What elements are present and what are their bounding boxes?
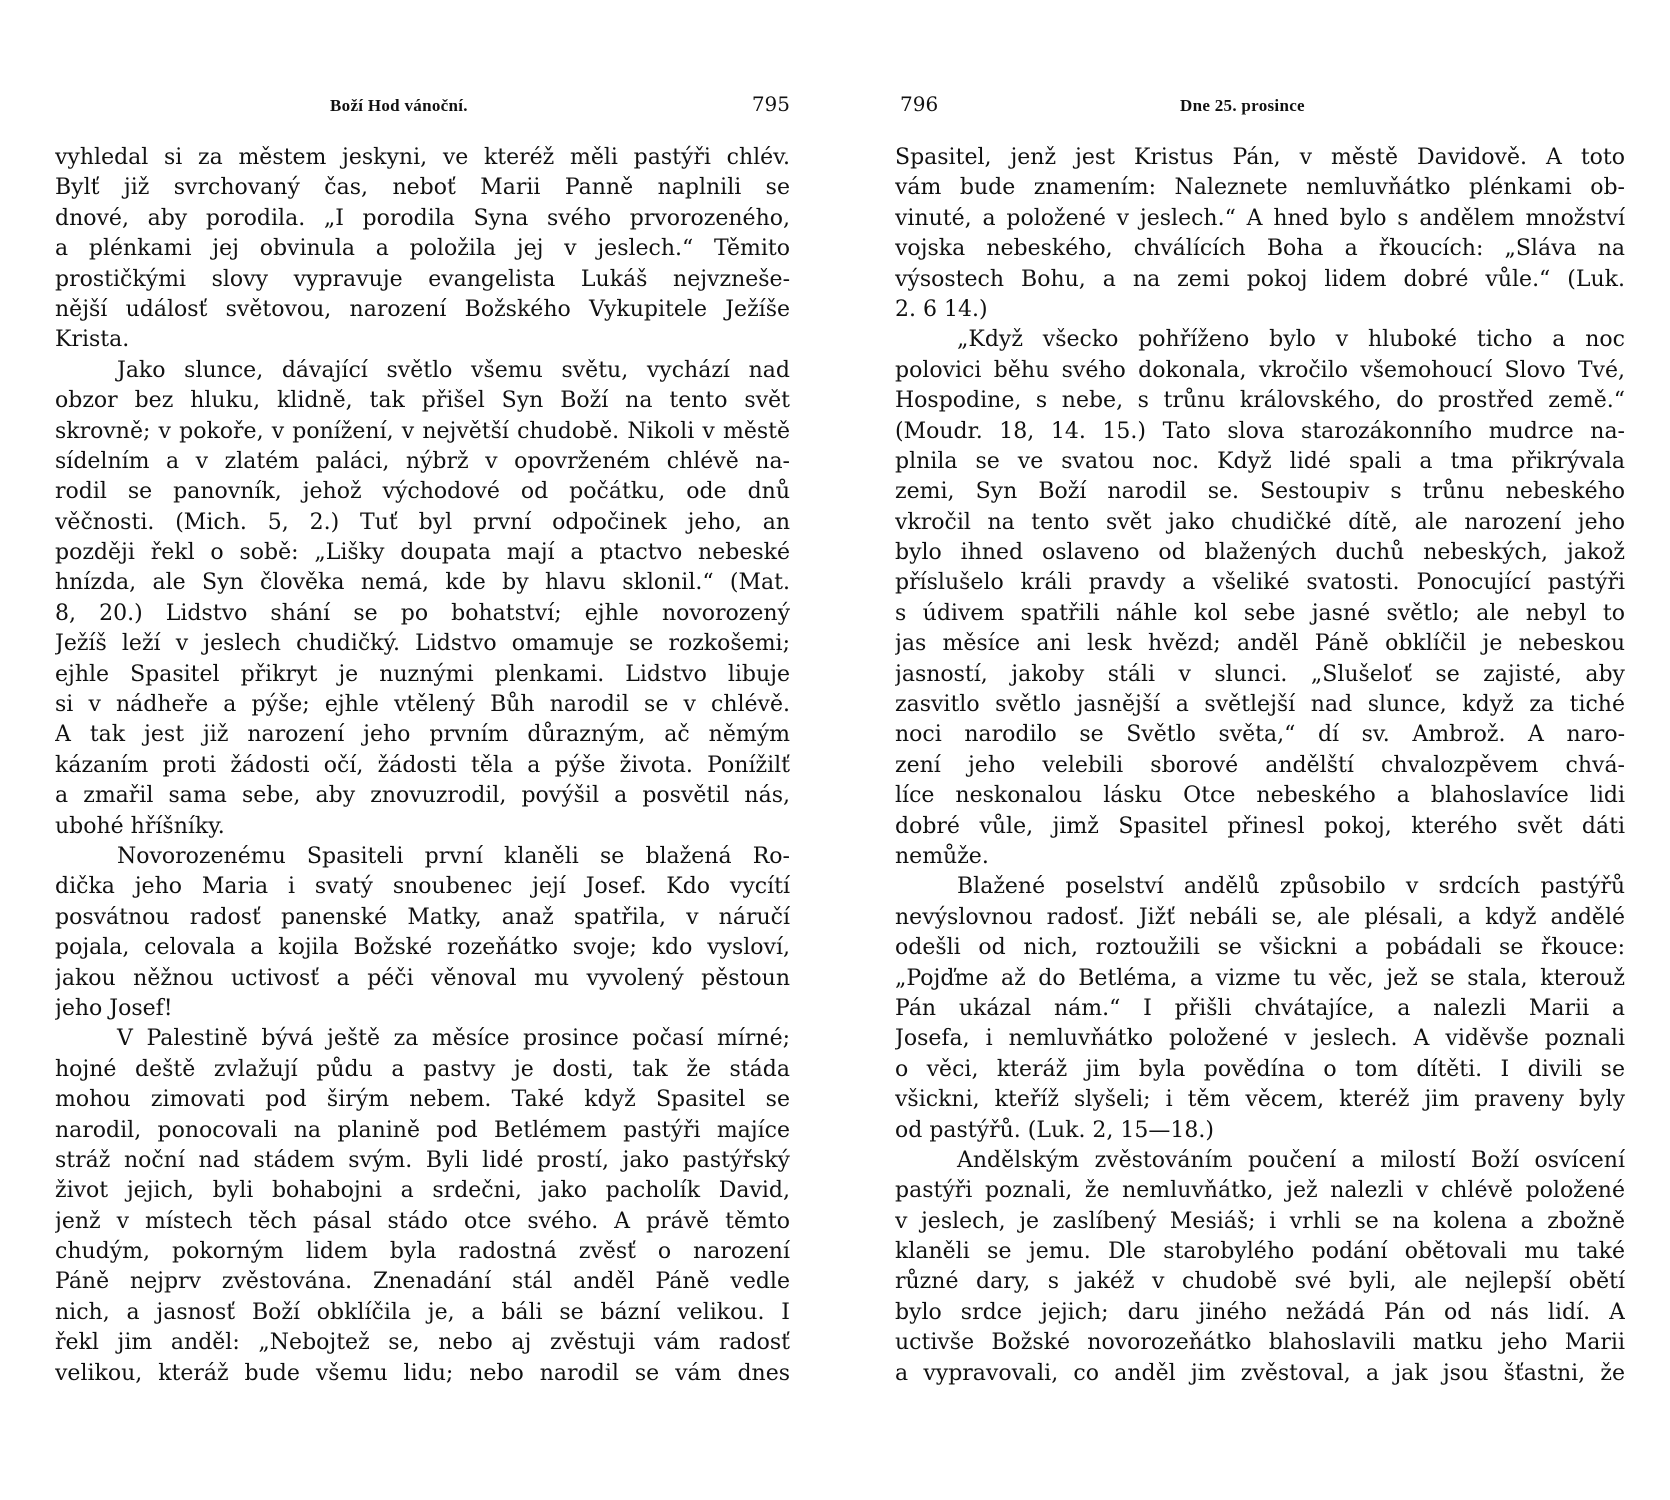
text-line: a plénkami jej obvinula a položila jej v jeslech.“ Těmito: [55, 236, 790, 262]
text-line: Bylť již svrchovaný čas, neboť Marii Panně naplnili se: [55, 175, 790, 201]
text-line: zení jeho velebili sborové andělští chvalozpěvem chvá-: [895, 752, 1625, 778]
text-line: věčnosti. (Mich. 5, 2.) Tuť byl první odpočinek jeho, an: [55, 509, 790, 535]
text-line: kázaním proti žádosti očí, žádosti těla a pýše života. Ponížilť: [55, 752, 790, 778]
text-line: jakou něžnou uctivosť a péči věnoval mu vyvolený pěstoun: [55, 965, 790, 991]
text-line: jas měsíce ani lesk hvězd; anděl Páně obklíčil je nebeskou: [895, 631, 1625, 657]
text-line: stráž noční nad stádem svým. Byli lidé prostí, jako pastýřský: [55, 1147, 790, 1173]
text-line: dnové, aby porodila. „I porodila Syna svého prvorozeného,: [55, 205, 790, 231]
text-line: a zmařil sama sebe, aby znovuzrodil, povýšil a posvětil nás,: [55, 783, 790, 809]
text-line: hojné deště zvlažují půdu a pastvy je dosti, tak že stáda: [55, 1056, 790, 1082]
right-page-number: 796: [900, 92, 939, 116]
text-line: řekl jim anděl: „Nebojtež se, nebo aj zvěstuji vám radosť: [55, 1330, 790, 1356]
text-line: si v nádheře a pýše; ejhle vtělený Bůh narodil se v chlévě.: [55, 692, 790, 718]
text-line: o věci, kteráž jim byla povědína o tom dítěti. I divili se: [895, 1056, 1625, 1082]
text-line: Josefa, i nemluvňátko položené v jeslech. A viděvše poznali: [895, 1026, 1625, 1052]
text-line: jasností, jakoby stáli v slunci. „Slušeloť se zajisté, aby: [895, 661, 1625, 687]
text-line: klaněli se jemu. Dle starobylého podání obětovali mu také: [895, 1239, 1625, 1265]
text-line: nemůže.: [895, 843, 989, 869]
text-line: dička jeho Maria i svatý snoubenec její Josef. Kdo vycítí: [55, 874, 790, 900]
text-line: A tak jest již narození jeho prvním důrazným, ač němým: [55, 722, 790, 748]
text-line: noci narodilo se Světlo světa,“ dí sv. Ambrož. A naro-: [895, 722, 1625, 748]
text-line: nich, a jasnosť Boží obklíčila je, a báli se bázní velikou. I: [55, 1299, 790, 1325]
text-line: plnila se ve svatou noc. Když lidé spali a tma přikrývala: [895, 448, 1625, 474]
left-running-title: Boží Hod vánoční.: [330, 96, 468, 115]
text-line: později řekl o sobě: „Lišky doupata mají a ptactvo nebeské: [55, 540, 790, 566]
text-line: ubohé hříšníky.: [55, 813, 225, 839]
text-line: Andělským zvěstováním poučení a milostí Boží osvícení: [957, 1147, 1625, 1173]
right-page: [895, 0, 1625, 1500]
text-line: uctivše Božské novorozeňátko blahoslavili matku jeho Marii: [895, 1330, 1625, 1356]
text-line: skrovně; v pokoře, v ponížení, v největší chudobě. Nikoli v městě: [55, 418, 790, 444]
text-line: hnízda, ale Syn člověka nemá, kde by hlavu sklonil.“ (Mat.: [55, 570, 790, 596]
text-line: s údivem spatřili náhle kol sebe jasné světlo; ale nebyl to: [895, 600, 1625, 626]
text-line: od pastýřů. (Luk. 2, 15—18.): [895, 1117, 1214, 1143]
text-line: „Když všecko pohříženo bylo v hluboké ticho a noc: [957, 327, 1625, 353]
text-line: vkročil na tento svět jako chudičké dítě, ale narození jeho: [895, 509, 1625, 535]
text-line: všickni, kteříž slyšeli; i těm věcem, kteréž jim praveny byly: [895, 1087, 1625, 1113]
text-line: a vypravovali, co anděl jim zvěstoval, a jak jsou šťastni, že: [895, 1360, 1625, 1386]
text-line: Krista.: [55, 327, 130, 353]
text-line: život jejich, byli bohabojni a srdečni, jako pacholík David,: [55, 1178, 790, 1204]
text-line: velikou, kteráž bude všemu lidu; nebo narodil se vám dnes: [55, 1360, 790, 1386]
text-line: Spasitel, jenž jest Kristus Pán, v městě Davidově. A toto: [895, 145, 1625, 170]
text-line: Pán ukázal nám.“ I přišli chvátajíce, a nalezli Marii a: [895, 995, 1625, 1021]
text-line: 2. 6 14.): [895, 296, 988, 322]
left-running-head: [55, 92, 790, 122]
text-line: Jako slunce, dávající světlo všemu světu, vychází nad: [117, 357, 790, 383]
text-line: jeho Josef!: [55, 995, 173, 1021]
left-body-text: [55, 143, 790, 1389]
text-line: Hospodine, s nebe, s trůnu královského, do prostřed země.“: [895, 388, 1625, 414]
text-line: nevýslovnou radosť. Jižť nebáli se, ale plésali, a když andělé: [895, 904, 1625, 930]
right-running-head: [895, 92, 1625, 122]
text-line: zasvitlo světlo jasnější a světlejší nad slunce, když za tiché: [895, 692, 1625, 718]
text-line: (Moudr. 18, 14. 15.) Tato slova starozákonního mudrce na-: [895, 418, 1625, 444]
text-line: líce neskonalou lásku Otce nebeského a blahoslavíce lidi: [895, 783, 1625, 809]
text-line: V Palestině bývá ještě za měsíce prosince počasí mírné;: [117, 1026, 790, 1052]
text-line: vinuté, a položené v jeslech.“ A hned bylo s andělem množství: [895, 205, 1625, 231]
text-line: odešli od nich, roztoužili se všickni a pobádali se řkouce:: [895, 935, 1625, 961]
text-line: sídelním a v zlatém paláci, nýbrž v opovrženém chlévě na-: [55, 448, 790, 474]
left-page: [55, 0, 790, 1500]
text-line: „Pojďme až do Betléma, a vizme tu věc, jež se stala, kterouž: [895, 965, 1625, 991]
text-line: výsostech Bohu, a na zemi pokoj lidem dobré vůle.“ (Luk.: [895, 266, 1625, 292]
text-line: vojska nebeského, chválících Boha a řkoucích: „Sláva na: [895, 236, 1625, 262]
right-running-title: Dne 25. prosince: [1180, 96, 1305, 115]
text-line: polovici běhu svého dokonala, vkročilo všemohoucí Slovo Tvé,: [895, 357, 1625, 383]
text-line: Ježíš leží v jeslech chudičký. Lidstvo omamuje se rozkošemi;: [55, 631, 790, 657]
text-line: nější událosť světovou, narození Božského Vykupitele Ježíše: [55, 296, 790, 322]
text-line: zemi, Syn Boží narodil se. Sestoupiv s trůnu nebeského: [895, 479, 1625, 505]
text-line: pastýři poznali, že nemluvňátko, jež nalezli v chlévě položené: [895, 1178, 1625, 1204]
text-line: chudým, pokorným lidem byla radostná zvěsť o narození: [55, 1239, 790, 1265]
text-line: příslušelo králi pravdy a všeliké svatosti. Ponocující pastýři: [895, 570, 1625, 596]
text-line: pojala, celovala a kojila Božské rozeňátko svoje; kdo vysloví,: [55, 935, 790, 961]
left-page-number: 795: [751, 92, 790, 116]
text-line: 8, 20.) Lidstvo shání se po bohatství; ejhle novorozený: [55, 600, 790, 626]
text-line: ejhle Spasitel přikryt je nuznými plenkami. Lidstvo libuje: [55, 661, 790, 687]
text-line: obzor bez hluku, klidně, tak přišel Syn Boží na tento svět: [55, 388, 790, 414]
text-line: různé dary, s jakéž v chudobě své byli, ale nejlepší obětí: [895, 1269, 1625, 1295]
text-line: prostičkými slovy vypravuje evangelista Lukáš nejvzneše-: [55, 266, 790, 292]
text-line: Novorozenému Spasiteli první klaněli se blažená Ro-: [117, 843, 790, 869]
text-line: rodil se panovník, jehož východové od počátku, ode dnů: [55, 479, 790, 505]
text-line: bylo srdce jejich; daru jiného nežádá Pán od nás lidí. A: [895, 1299, 1625, 1325]
text-line: vyhledal si za městem jeskyni, ve kteréž měli pastýři chlév.: [55, 145, 790, 170]
text-line: dobré vůle, jimž Spasitel přinesl pokoj, kterého svět dáti: [895, 813, 1625, 839]
text-line: mohou zimovati pod širým nebem. Také když Spasitel se: [55, 1087, 790, 1113]
text-line: posvátnou radosť panenské Matky, anaž spatřila, v náručí: [55, 904, 790, 930]
text-line: Blažené poselství andělů způsobilo v srdcích pastýřů: [957, 874, 1625, 900]
text-line: Páně nejprv zvěstována. Znenadání stál anděl Páně vedle: [55, 1269, 790, 1295]
text-line: narodil, ponocovali na planině pod Betlémem pastýři majíce: [55, 1117, 790, 1143]
text-line: jenž v místech těch pásal stádo otce svého. A právě těmto: [55, 1208, 790, 1234]
right-body-text: [895, 143, 1625, 1389]
text-line: v jeslech, je zaslíbený Mesiáš; i vrhli se na kolena a zbožně: [895, 1208, 1625, 1234]
text-line: bylo ihned oslaveno od blažených duchů nebeských, jakož: [895, 540, 1625, 566]
text-line: vám bude znamením: Naleznete nemluvňátko plénkami ob-: [895, 175, 1625, 201]
